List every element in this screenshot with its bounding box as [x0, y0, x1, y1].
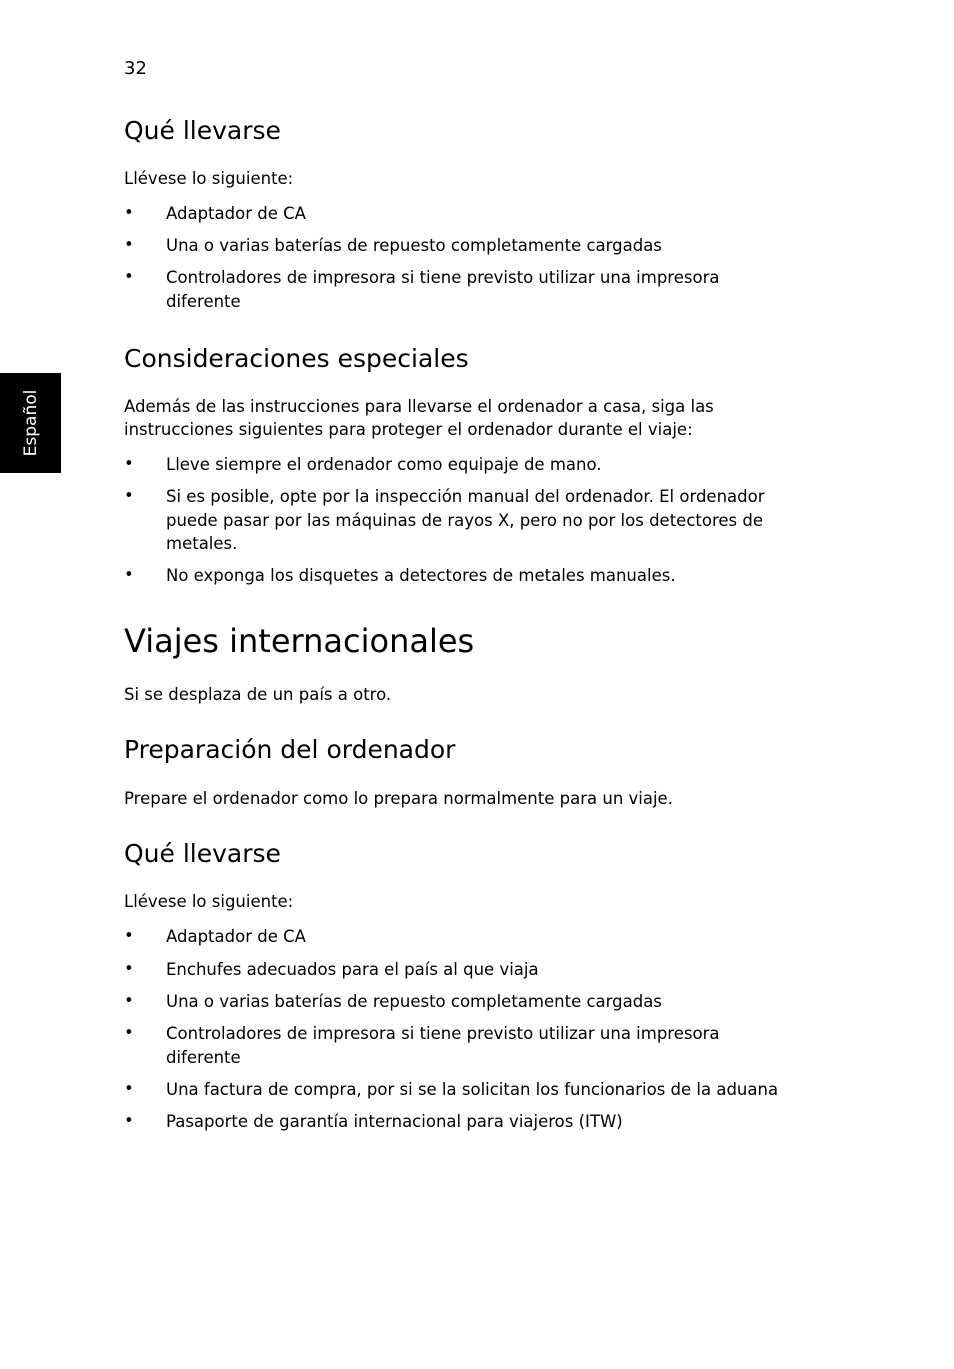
list-item-continuation: metales. — [166, 534, 238, 553]
list-item: Una factura de compra, por si se la solicitan los funcionarios de la aduana — [166, 1080, 779, 1099]
bullet-icon: • — [124, 486, 134, 505]
section-heading-que-llevarse-2: Qué llevarse — [124, 839, 281, 868]
list-item: Adaptador de CA — [166, 927, 306, 946]
chapter-intro: Si se desplaza de un país a otro. — [124, 685, 392, 704]
section-heading-preparacion: Preparación del ordenador — [124, 735, 456, 764]
bullet-icon: • — [124, 203, 134, 222]
list-item: Adaptador de CA — [166, 204, 306, 223]
section-intro: Llévese lo siguiente: — [124, 169, 294, 188]
bullet-icon: • — [124, 926, 134, 945]
list-item: Pasaporte de garantía internacional para viajeros (ITW) — [166, 1112, 623, 1131]
section-intro: Llévese lo siguiente: — [124, 892, 294, 911]
list-item: Una o varias baterías de repuesto completamente cargadas — [166, 992, 662, 1011]
bullet-icon: • — [124, 1079, 134, 1098]
section-intro-line: instrucciones siguientes para proteger el ordenador durante el viaje: — [124, 420, 693, 439]
bullet-icon: • — [124, 267, 134, 286]
list-item: Enchufes adecuados para el país al que viaja — [166, 960, 539, 979]
section-intro-line: Además de las instrucciones para llevarse el ordenador a casa, siga las — [124, 397, 714, 416]
chapter-title: Viajes internacionales — [124, 622, 475, 660]
list-item-continuation: diferente — [166, 292, 241, 311]
bullet-icon: • — [124, 565, 134, 584]
bullet-icon: • — [124, 959, 134, 978]
list-item: Una o varias baterías de repuesto completamente cargadas — [166, 236, 662, 255]
bullet-icon: • — [124, 1111, 134, 1130]
section-text: Prepare el ordenador como lo prepara normalmente para un viaje. — [124, 789, 673, 808]
list-item: Controladores de impresora si tiene previsto utilizar una impresora — [166, 1024, 720, 1043]
list-item: No exponga los disquetes a detectores de metales manuales. — [166, 566, 676, 585]
list-item-continuation: puede pasar por las máquinas de rayos X, pero no por los detectores de — [166, 511, 763, 530]
list-item: Controladores de impresora si tiene previsto utilizar una impresora — [166, 268, 720, 287]
language-tab — [0, 373, 61, 473]
list-item: Lleve siempre el ordenador como equipaje de mano. — [166, 455, 602, 474]
language-tab-label: Español — [20, 389, 41, 457]
section-heading-que-llevarse: Qué llevarse — [124, 116, 281, 145]
bullet-icon: • — [124, 454, 134, 473]
bullet-icon: • — [124, 991, 134, 1010]
page-number: 32 — [124, 58, 147, 79]
section-heading-consideraciones: Consideraciones especiales — [124, 344, 469, 373]
list-item: Si es posible, opte por la inspección manual del ordenador. El ordenador — [166, 487, 765, 506]
bullet-icon: • — [124, 235, 134, 254]
list-item-continuation: diferente — [166, 1048, 241, 1067]
bullet-icon: • — [124, 1023, 134, 1042]
